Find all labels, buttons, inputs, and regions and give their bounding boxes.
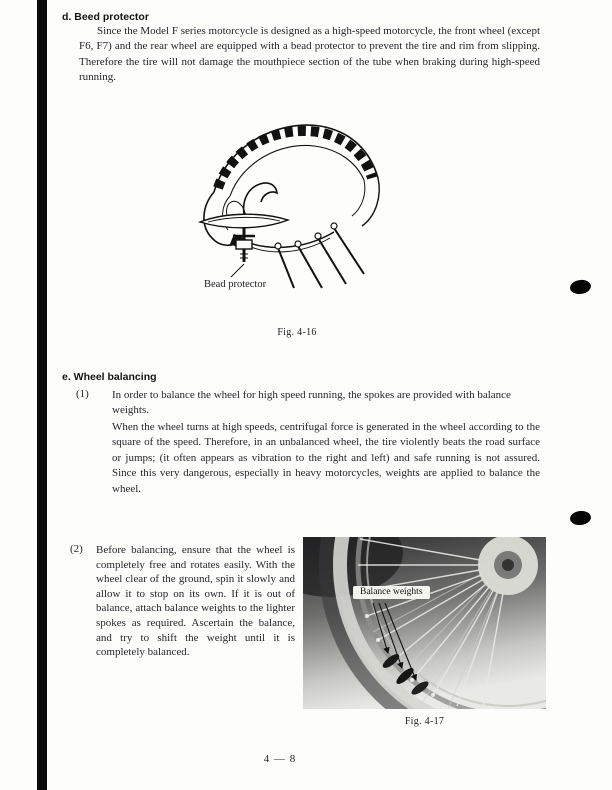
section-d-paragraph: Since the Model F series motorcycle is designed as a high-speed motorcycle, the front wheel (except F6, F7) and the rear wheel are equipped with a bead protector to prevent the tire and rim from slipping. Therefore the tire will not damage the mouthpiece section of the tube when braking during high-speed running. — [79, 25, 540, 84]
section-e-heading: e. Wheel balancing — [62, 371, 157, 383]
figure-4-16-caption: Fig. 4-16 — [277, 327, 317, 338]
bead-protector-callout: Bead protector — [204, 279, 267, 290]
page-number: 4 — 8 — [263, 753, 297, 765]
bead-protector-illustration — [186, 116, 408, 294]
item-1-paragraph-2: When the wheel turns at high speeds, centrifugal force is generated in the wheel according to the square of the speed. Therefore, in an unbalanced wheel, the tire violently beats the road surface or jumps; (it often appears as vibration to the right and left) and safe running is not assured. Since this very dangerous, especially in heavy motorcycles, weights are applied to balance the wheel. — [112, 421, 540, 495]
figure-4-16 — [186, 116, 408, 316]
scan-edge-strip — [37, 0, 47, 790]
balance-weights-callout: Balance weights — [353, 586, 430, 599]
item-1-marker: (1) — [76, 388, 89, 400]
figure-4-17-photo — [303, 537, 546, 709]
registration-dot — [569, 279, 592, 296]
registration-dot — [569, 510, 591, 526]
section-d-heading: d. Beed protector — [62, 11, 149, 23]
item-2-paragraph: Before balancing, ensure that the wheel is completely free and rotates easily. With the wheel clear of the ground, spin it slowly and allow it to stop on its own. If it is out of balance, attach balance weights to the lighter spokes as required. Ascertain the balance, and try to shift the weight until it is completely balanced. — [96, 544, 295, 659]
spoked-wheel-photo — [303, 537, 546, 709]
figure-4-17-caption: Fig. 4-17 — [404, 716, 445, 727]
item-2-marker: (2) — [70, 543, 83, 555]
item-1-paragraph-1: In order to balance the wheel for high speed running, the spokes are provided with balance weights. — [112, 389, 511, 417]
